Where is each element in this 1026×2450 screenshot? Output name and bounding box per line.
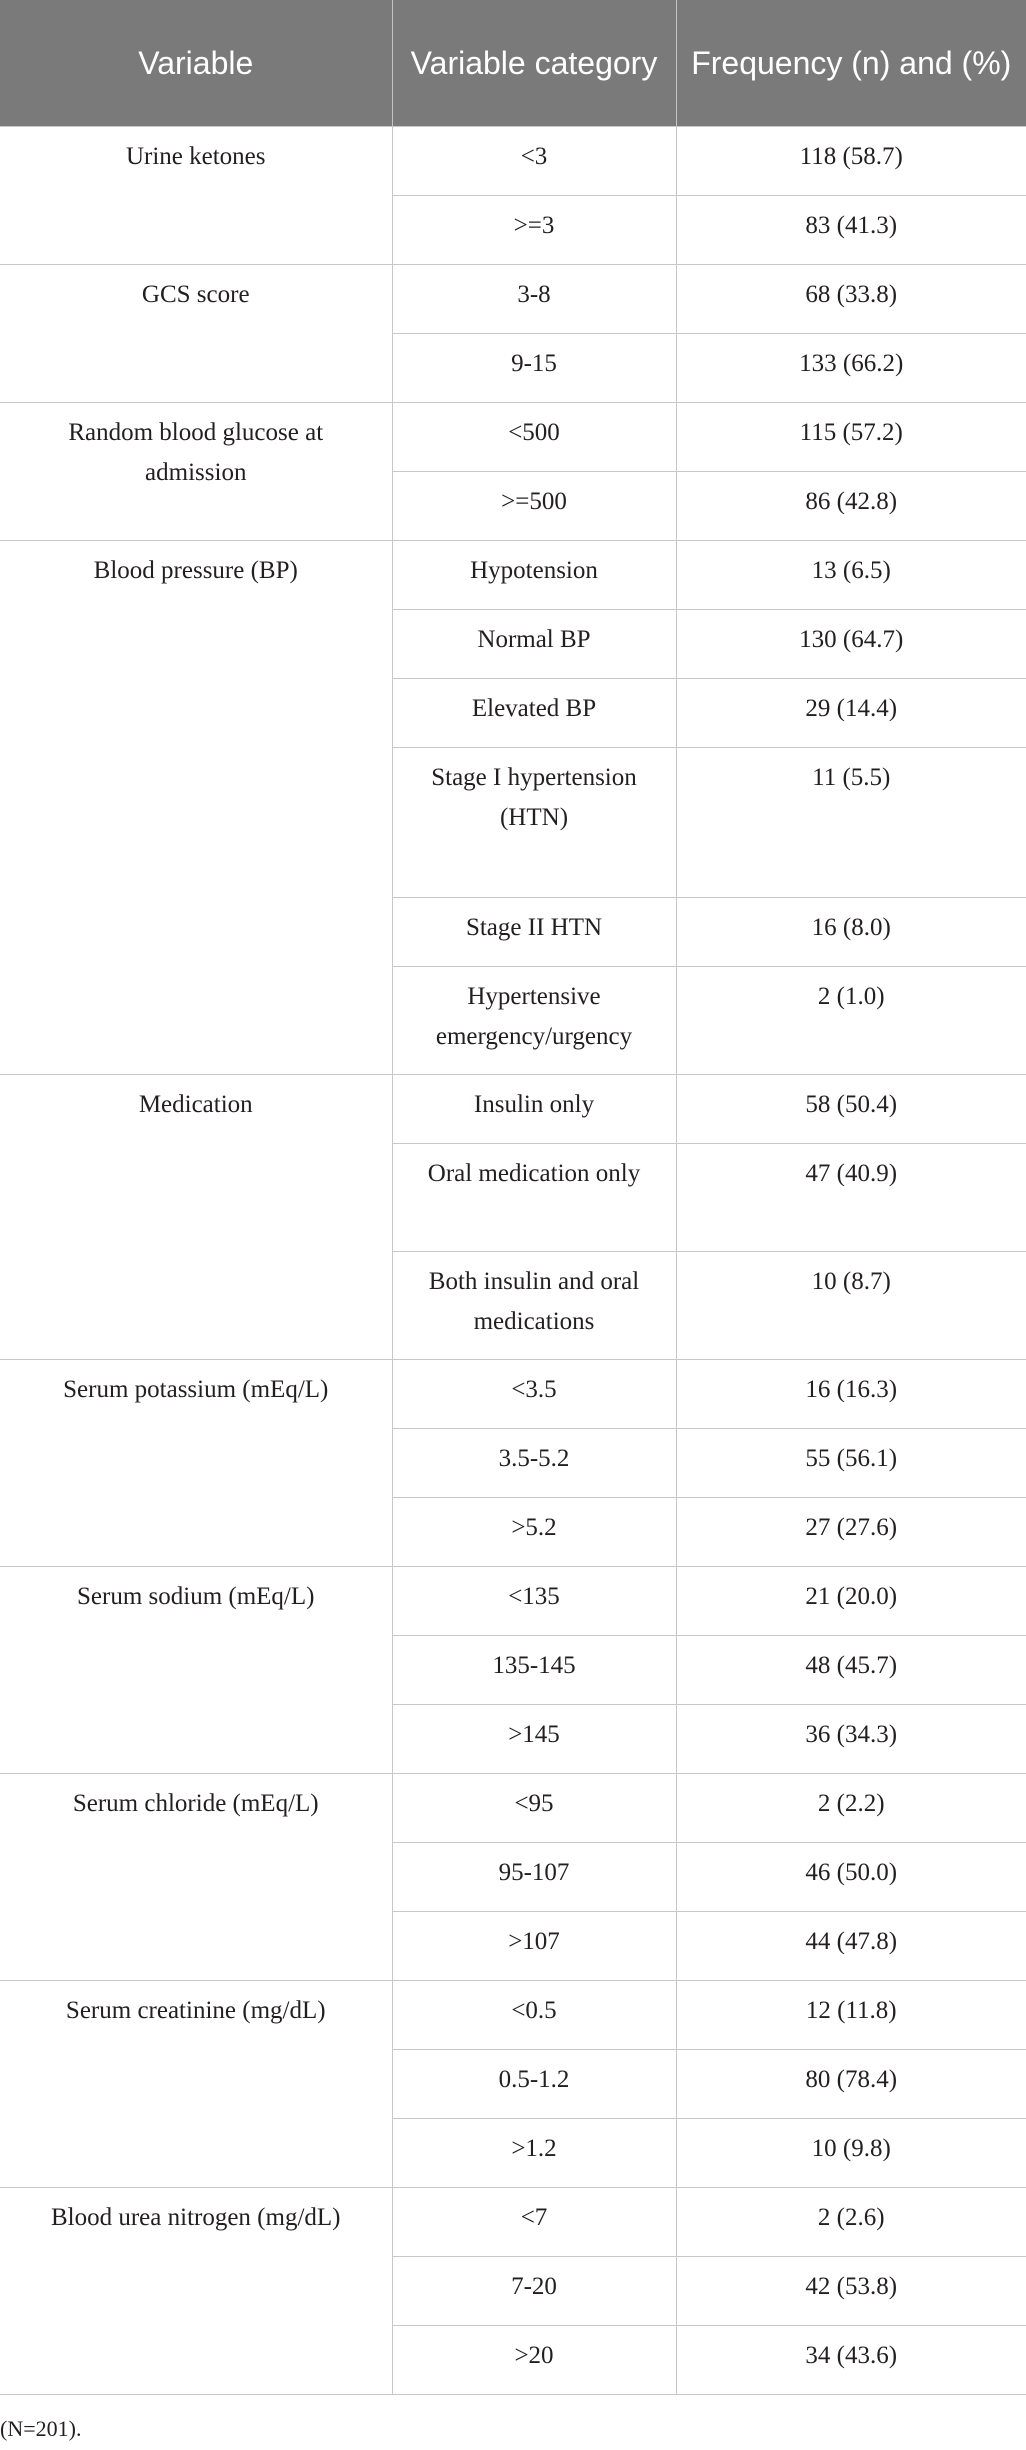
frequency-cell: 47 (40.9) [676, 1143, 1026, 1251]
variable-cell: Urine ketones [0, 126, 392, 264]
category-cell: Stage II HTN [392, 897, 676, 966]
frequency-cell: 115 (57.2) [676, 402, 1026, 471]
category-cell: Oral medication only [392, 1143, 676, 1251]
header-variable-category: Variable category [392, 0, 676, 126]
category-cell: Stage I hypertension (HTN) [392, 747, 676, 897]
frequency-cell: 55 (56.1) [676, 1428, 1026, 1497]
table-row [0, 2187, 1026, 2256]
table-header [0, 0, 1026, 126]
variable-cell: Medication [0, 1074, 392, 1359]
table-row [0, 1566, 1026, 1635]
variable-cell: Random blood glucose at admission [0, 402, 392, 540]
table-row [0, 1359, 1026, 1428]
frequency-cell: 13 (6.5) [676, 540, 1026, 609]
variable-cell: Serum chloride (mEq/L) [0, 1773, 392, 1980]
category-cell: 7-20 [392, 2256, 676, 2325]
category-cell: <95 [392, 1773, 676, 1842]
category-cell: Hypotension [392, 540, 676, 609]
frequency-cell: 80 (78.4) [676, 2049, 1026, 2118]
frequency-cell: 130 (64.7) [676, 609, 1026, 678]
variable-cell: Serum sodium (mEq/L) [0, 1566, 392, 1773]
frequency-cell: 36 (34.3) [676, 1704, 1026, 1773]
frequency-cell: 16 (8.0) [676, 897, 1026, 966]
frequency-cell: 16 (16.3) [676, 1359, 1026, 1428]
category-cell: 135-145 [392, 1635, 676, 1704]
category-cell: <0.5 [392, 1980, 676, 2049]
frequency-cell: 86 (42.8) [676, 471, 1026, 540]
category-cell: <135 [392, 1566, 676, 1635]
variable-cell: Serum potassium (mEq/L) [0, 1359, 392, 1566]
category-cell: Insulin only [392, 1074, 676, 1143]
category-cell: >1.2 [392, 2118, 676, 2187]
category-cell: 3-8 [392, 264, 676, 333]
header-frequency: Frequency (n) and (%) [676, 0, 1026, 126]
category-cell: >20 [392, 2325, 676, 2394]
frequency-cell: 44 (47.8) [676, 1911, 1026, 1980]
table-row [0, 264, 1026, 333]
frequency-cell: 11 (5.5) [676, 747, 1026, 897]
category-cell: Both insulin and oral medications [392, 1251, 676, 1359]
variable-cell: Blood urea nitrogen (mg/dL) [0, 2187, 392, 2394]
frequency-cell: 2 (1.0) [676, 966, 1026, 1074]
frequency-cell: 21 (20.0) [676, 1566, 1026, 1635]
variable-cell: Blood pressure (BP) [0, 540, 392, 1074]
frequency-cell: 83 (41.3) [676, 195, 1026, 264]
category-cell: >107 [392, 1911, 676, 1980]
table-row [0, 1773, 1026, 1842]
category-cell: 3.5-5.2 [392, 1428, 676, 1497]
table-footnote: (N=201). [0, 2416, 82, 2441]
table-row [0, 1074, 1026, 1143]
header-row [0, 0, 1026, 126]
category-cell: 0.5-1.2 [392, 2049, 676, 2118]
frequency-cell: 68 (33.8) [676, 264, 1026, 333]
table-row [0, 402, 1026, 471]
category-cell: <3.5 [392, 1359, 676, 1428]
frequency-cell: 12 (11.8) [676, 1980, 1026, 2049]
frequency-cell: 48 (45.7) [676, 1635, 1026, 1704]
frequency-cell: 42 (53.8) [676, 2256, 1026, 2325]
category-cell: <3 [392, 126, 676, 195]
table-row [0, 540, 1026, 609]
table-body [0, 126, 1026, 2394]
category-cell: >=3 [392, 195, 676, 264]
frequency-cell: 34 (43.6) [676, 2325, 1026, 2394]
category-cell: Hypertensive emergency/urgency [392, 966, 676, 1074]
category-cell: 95-107 [392, 1842, 676, 1911]
category-cell: <7 [392, 2187, 676, 2256]
table-row [0, 1980, 1026, 2049]
frequency-cell: 2 (2.6) [676, 2187, 1026, 2256]
category-cell: <500 [392, 402, 676, 471]
frequency-cell: 58 (50.4) [676, 1074, 1026, 1143]
category-cell: >145 [392, 1704, 676, 1773]
frequency-cell: 10 (8.7) [676, 1251, 1026, 1359]
variable-cell: GCS score [0, 264, 392, 402]
category-cell: >=500 [392, 471, 676, 540]
frequency-cell: 29 (14.4) [676, 678, 1026, 747]
frequency-cell: 27 (27.6) [676, 1497, 1026, 1566]
category-cell: >5.2 [392, 1497, 676, 1566]
variable-cell: Serum creatinine (mg/dL) [0, 1980, 392, 2187]
header-variable: Variable [0, 0, 392, 126]
frequency-cell: 46 (50.0) [676, 1842, 1026, 1911]
category-cell: 9-15 [392, 333, 676, 402]
frequency-cell: 133 (66.2) [676, 333, 1026, 402]
frequency-cell: 2 (2.2) [676, 1773, 1026, 1842]
category-cell: Normal BP [392, 609, 676, 678]
table-row [0, 126, 1026, 195]
frequency-cell: 118 (58.7) [676, 126, 1026, 195]
category-cell: Elevated BP [392, 678, 676, 747]
frequency-cell: 10 (9.8) [676, 2118, 1026, 2187]
